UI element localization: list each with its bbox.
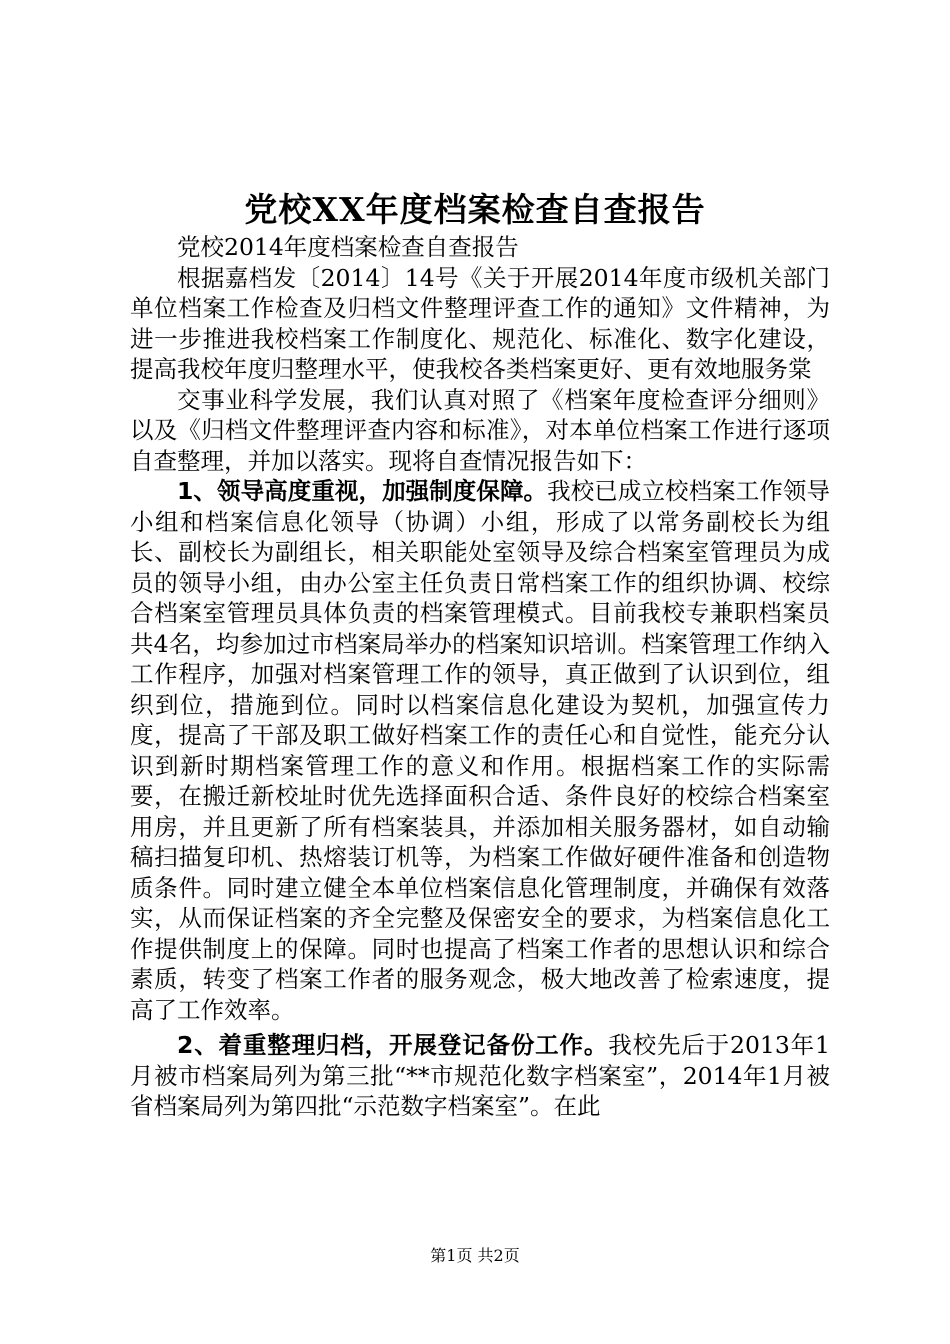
document-title: 党校XX年度档案检查自查报告: [244, 190, 706, 229]
paragraph-subtitle: 党校2014年度档案检查自查报告: [177, 233, 519, 261]
document-body: [130, 232, 830, 1122]
section-1-heading: 1、领导高度重视，加强制度保障。: [177, 477, 548, 505]
section-2-heading: 2、着重整理归档，开展登记备份工作。: [177, 1031, 609, 1059]
paragraph-intro: 交事业科学发展，我们认真对照了《档案年度检查评分细则》以及《归档文件整理评查内容和标准》，对本单位档案工作进行逐项自查整理，并加以落实。现将自查情况报告如下：: [130, 385, 830, 475]
page-footer: 第1页 共2页: [430, 1246, 520, 1265]
paragraph-basis: 根据嘉档发〔2014〕14号《关于开展2014年度市级机关部门单位档案工作检查及归档文件整理评查工作的通知》文件精神，为进一步推进我校档案工作制度化、规范化、标准化、数字化建设，提高我校年度归整理水平，使我校各类档案更好、更有效地服务棠: [130, 263, 830, 383]
paragraph-section-2: [130, 1030, 830, 1122]
section-1-text: 我校已成立校档案工作领导小组和档案信息化领导（协调）小组，形成了以常务副校长为组长、副校长为副组长，相关职能处室领导及综合档案室管理员为成员的领导小组，由办公室主任负责日常档案工作的组织协调、校综合档案室管理员具体负责的档案管理模式。目前我校专兼职档案员共4名，均参加过市档案局举办的档案知识培训。档案管理工作纳入工作程序，加强对档案管理工作的领导，真正做到了认识到位，组织到位，措施到位。同时以档案信息化建设为契机，加强宣传力度，提高了干部及职工做好档案工作的责任心和自觉性，能充分认识到新时期档案管理工作的意义和作用。根据档案工作的实际需要，在搬迁新校址时优先选择面积合适、条件良好的校综合档案室用房，并且更新了所有档案装具，并添加相关服务器材，如自动输稿扫描复印机、热熔装订机等，为档案工作做好硬件准备和创造物质条件。同时建立健全本单位档案信息化管理制度，并确保有效落实，从而保证档案的齐全完整及保密安全的要求，为档案信息化工作提供制度上的保障。同时也提高了档案工作者的思想认识和综合素质，转变了档案工作者的服务观念，极大地改善了检索速度，提高了工作效率。: [130, 477, 830, 1024]
paragraph-section-1: [130, 476, 830, 1025]
section-2-text: 我校先后于2013年1月被市档案局列为第三批“**市规范化数字档案室”，2014年1月被省档案局列为第四批“示范数字档案室”。在此: [130, 1031, 830, 1120]
